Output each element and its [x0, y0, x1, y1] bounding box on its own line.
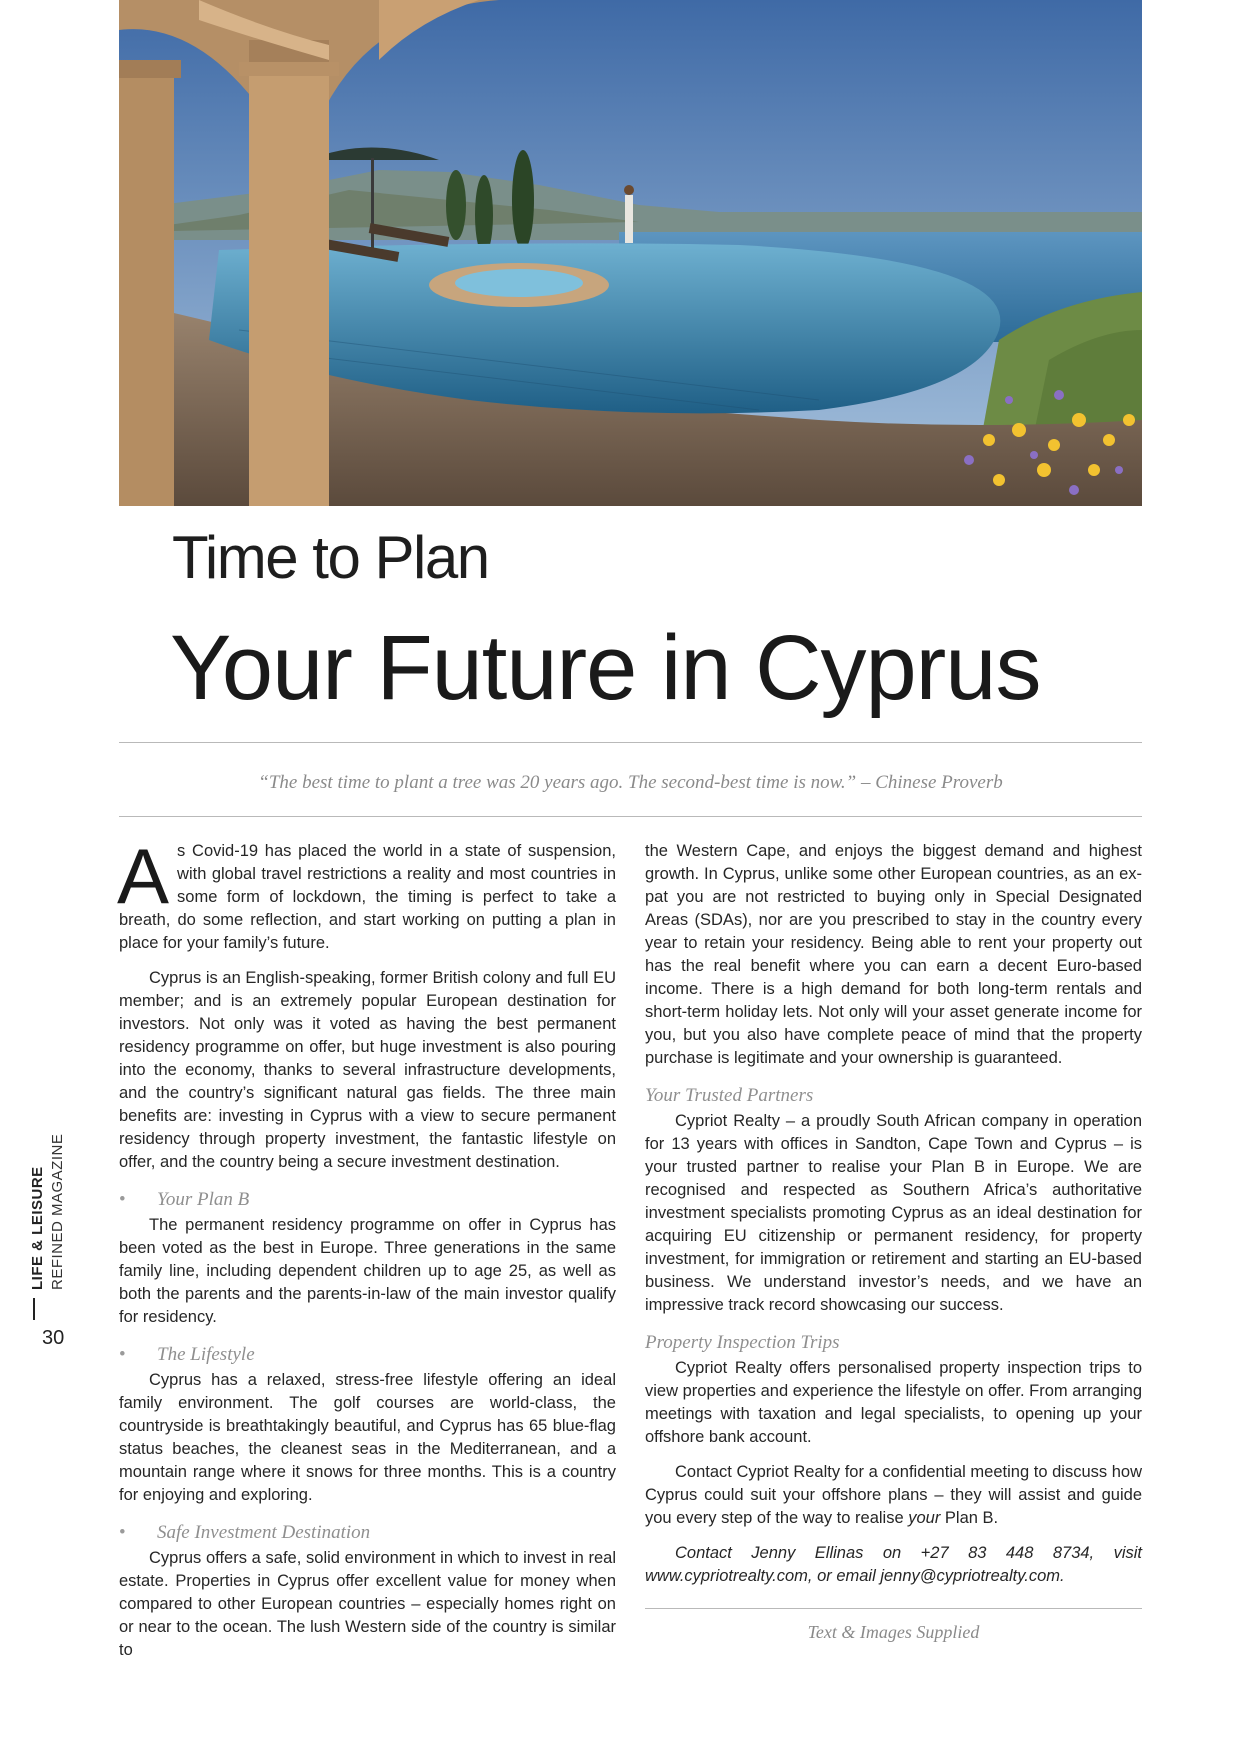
drop-cap: A — [117, 832, 170, 920]
section-heading-safe-investment — [119, 1521, 616, 1545]
intro-text: s Covid-19 has placed the world in a state of suspension, with global travel restrictions a reality and most countries in some form of lockdown, the timing is perfect to take a breath, do some reflection, and start working on putting a plan in place for your family’s future. — [119, 842, 616, 952]
section-heading-lifestyle — [119, 1343, 616, 1367]
quote-divider — [119, 816, 1142, 817]
section-label — [28, 1070, 72, 1290]
infinity-pool-photo — [119, 0, 1142, 506]
contact-emphasis: your — [908, 1509, 941, 1527]
page-number: 30 — [42, 1327, 65, 1349]
intro-paragraph — [117, 832, 616, 955]
heading-text: Safe Investment Destination — [157, 1522, 371, 1543]
contact-details: Contact Jenny Ellinas on +27 83 448 8734, visit www.cypriotrealty.com, or email jenny@cypriotrealty.com. — [645, 1544, 1142, 1585]
partners-paragraph: Cypriot Realty – a proudly South African company in operation for 13 years with offices in Sandton, Cape Town and Cyprus – is your trusted partner to realise your Plan B in Europe. We are recognised and respected as Southern Africa’s authoritative investment specialists promoting Cyprus as an ideal destination for acquiring EU citizenship or permanent residency, for property investment, for immigration or retirement and starting an EU-based business. We understand investor’s needs, and we have an impressive track record showcasing our success. — [645, 1112, 1142, 1314]
article-title: Your Future in Cyprus — [170, 617, 1041, 719]
hero-photo — [119, 0, 1142, 506]
folio-divider — [33, 1298, 35, 1320]
article-kicker: Time to Plan — [172, 524, 489, 591]
heading-text: The Lifestyle — [157, 1344, 255, 1365]
continued-paragraph: the Western Cape, and enjoys the biggest demand and highest growth. In Cyprus, unlike some other European countries, as an ex-pat you are not restricted to buying only in Special Designated Areas (SDAs), nor are you prescribed to stay in the country every year to retain your residency. Being able to rent your property out has the real benefit where you can earn a decent Euro-based income. There is a high demand for both long-term rentals and short-term holiday lets. Not only will your asset generate income for you, but you also have complete peace of mind that the property purchase is legitimate and your ownership is guaranteed. — [645, 842, 1142, 1067]
pull-quote: “The best time to plant a tree was 20 years ago. The second-best time is now.” – Chinese Proverb — [258, 772, 1003, 793]
section-name: LIFE & LEISURE — [29, 1166, 46, 1290]
section-heading-plan-b — [119, 1188, 616, 1212]
contact-paragraph — [645, 1461, 1142, 1530]
lifestyle-paragraph: Cyprus has a relaxed, stress-free lifestyle offering an ideal family environment. The golf courses are world-class, the countryside is breathtakingly beautiful, and Cyprus has 65 blue-flag status beaches, the cleanest seas in the Mediterranean, and a mountain range where it snows for three months. This is a country for enjoying and exploring. — [119, 1371, 616, 1504]
title-divider — [119, 742, 1142, 743]
plan-b-paragraph: The permanent residency programme on offer in Cyprus has been voted as the best in Europe. Three generations in the same family line, including dependent children up to age 25, as well as both the parents and the parents-in-law of the main investor qualify for residency. — [119, 1216, 616, 1326]
contact-text-end: Plan B. — [940, 1509, 999, 1527]
contact-text: Contact Cypriot Realty for a confidential meeting to discuss how Cyprus could suit your offshore plans – they will assist and guide you every step of the way to realise — [645, 1463, 1142, 1527]
magazine-name: REFINED MAGAZINE — [49, 1133, 66, 1290]
section-heading-partners: Your Trusted Partners — [645, 1085, 814, 1106]
safe-investment-paragraph: Cyprus offers a safe, solid environment in which to invest in real estate. Properties in Cyprus offer excellent value for money when compared to other European countries – especially homes right on or near to the ocean. The lush Western side of the country is similar to — [119, 1549, 616, 1659]
article-column-left — [117, 832, 616, 1674]
section-heading-trips: Property Inspection Trips — [645, 1332, 840, 1353]
article-column-right — [645, 840, 1142, 1600]
image-credit: Text & Images Supplied — [807, 1622, 980, 1642]
credit-divider — [645, 1608, 1142, 1609]
body-paragraph: Cyprus is an English-speaking, former British colony and full EU member; and is an extremely popular European destination for investors. Not only was it voted as having the best permanent residency programme on offer, but huge investment is also pouring into the economy, thanks to several infrastructure developments, and the country’s significant natural gas fields. The three main benefits are: investing in Cyprus with a view to secure permanent residency through property investment, the fantastic lifestyle on offer, and the country being a secure investment destination. — [119, 969, 616, 1171]
heading-text: Your Plan B — [157, 1189, 250, 1210]
trips-paragraph: Cypriot Realty offers personalised property inspection trips to view properties and experience the lifestyle on offer. From arranging meetings with taxation and legal specialists, to opening up your offshore bank account. — [645, 1359, 1142, 1446]
